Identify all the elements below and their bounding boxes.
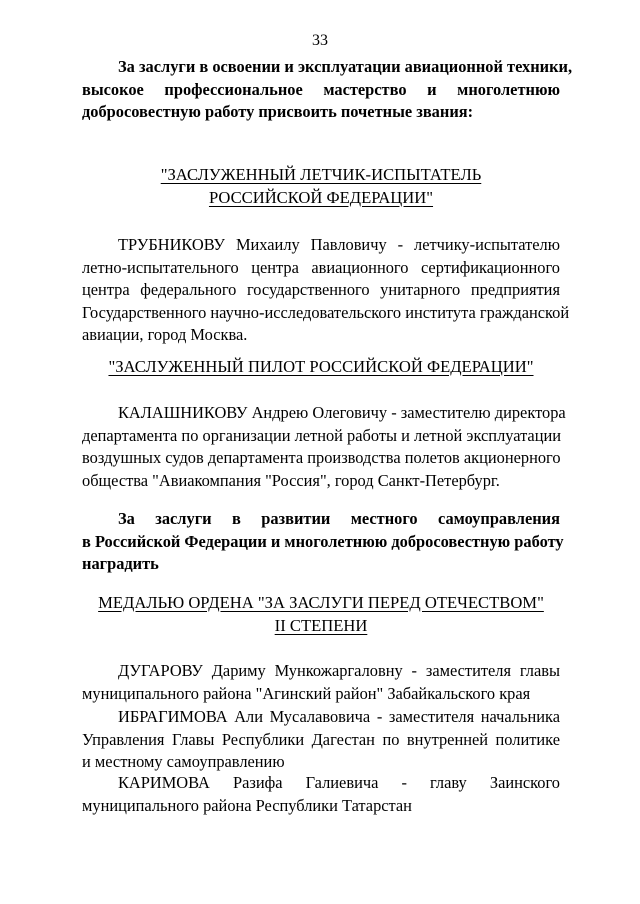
text-line: наградить bbox=[82, 554, 159, 574]
intro-paragraph-local-government bbox=[82, 508, 564, 576]
text-line: центра федерального государственного унитарного предприятия bbox=[82, 280, 560, 300]
text-line: муниципального района Республики Татарстан bbox=[82, 795, 412, 815]
text-line: воздушных судов департамента производства полетов акционерного bbox=[82, 448, 561, 468]
title-line: "ЗАСЛУЖЕННЫЙ ПИЛОТ РОССИЙСКОЙ ФЕДЕРАЦИИ" bbox=[108, 357, 534, 376]
text-line: КАЛАШНИКОВУ Андрею Олеговичу - заместителю директора bbox=[118, 403, 566, 422]
award-entry-kalashnikov bbox=[82, 402, 566, 492]
text-line: ИБРАГИМОВА Али Мусалавовича - заместителя начальника bbox=[118, 707, 560, 726]
text-line: ТРУБНИКОВУ Михаилу Павловичу - летчику-испытателю bbox=[118, 235, 560, 254]
page-number: 33 bbox=[312, 32, 328, 49]
intro-paragraph-aviation bbox=[82, 56, 573, 124]
text-line: авиации, город Москва. bbox=[82, 325, 248, 345]
text-line: и местному самоуправлению bbox=[82, 752, 285, 772]
title-line: "ЗАСЛУЖЕННЫЙ ЛЕТЧИК-ИСПЫТАТЕЛЬ bbox=[160, 165, 482, 184]
award-entry-dugarova bbox=[82, 660, 560, 705]
title-line: МЕДАЛЬЮ ОРДЕНА "ЗА ЗАСЛУГИ ПЕРЕД ОТЕЧЕСТВОМ" bbox=[98, 593, 544, 612]
award-entry-karimov bbox=[82, 772, 560, 817]
title-line: II СТЕПЕНИ bbox=[274, 615, 368, 635]
honorary-title-test-pilot bbox=[82, 164, 560, 209]
text-line: общества "Авиакомпания "Россия", город Санкт-Петербург. bbox=[82, 470, 500, 490]
award-entry-ibragimov bbox=[82, 706, 560, 774]
text-line: За заслуги в развитии местного самоуправления bbox=[118, 509, 560, 528]
text-line: летно-испытательного центра авиационного сертификационного bbox=[82, 257, 560, 277]
text-line: высокое профессиональное мастерство и многолетнюю bbox=[82, 79, 560, 99]
text-line: За заслуги в освоении и эксплуатации авиационной техники, bbox=[118, 57, 573, 76]
text-line: Управления Главы Республики Дагестан по внутренней политике bbox=[82, 729, 560, 749]
text-line: в Российской Федерации и многолетнюю добросовестную работу bbox=[82, 531, 564, 551]
title-line: РОССИЙСКОЙ ФЕДЕРАЦИИ" bbox=[208, 187, 434, 207]
text-line: Государственного научно-исследовательского института гражданской bbox=[82, 302, 570, 322]
text-line: КАРИМОВА Разифа Галиевича - главу Заинского bbox=[118, 773, 560, 792]
award-entry-trubnikov bbox=[82, 234, 570, 347]
text-line: добросовестную работу присвоить почетные звания: bbox=[82, 102, 474, 122]
text-line: муниципального района "Агинский район" Забайкальского края bbox=[82, 683, 531, 703]
honorary-title-pilot bbox=[82, 356, 560, 379]
medal-title bbox=[82, 592, 560, 637]
text-line: ДУГАРОВУ Дариму Мункожаргаловну - заместителя главы bbox=[118, 661, 560, 680]
text-line: департамента по организации летной работы и летной эксплуатации bbox=[82, 425, 562, 445]
